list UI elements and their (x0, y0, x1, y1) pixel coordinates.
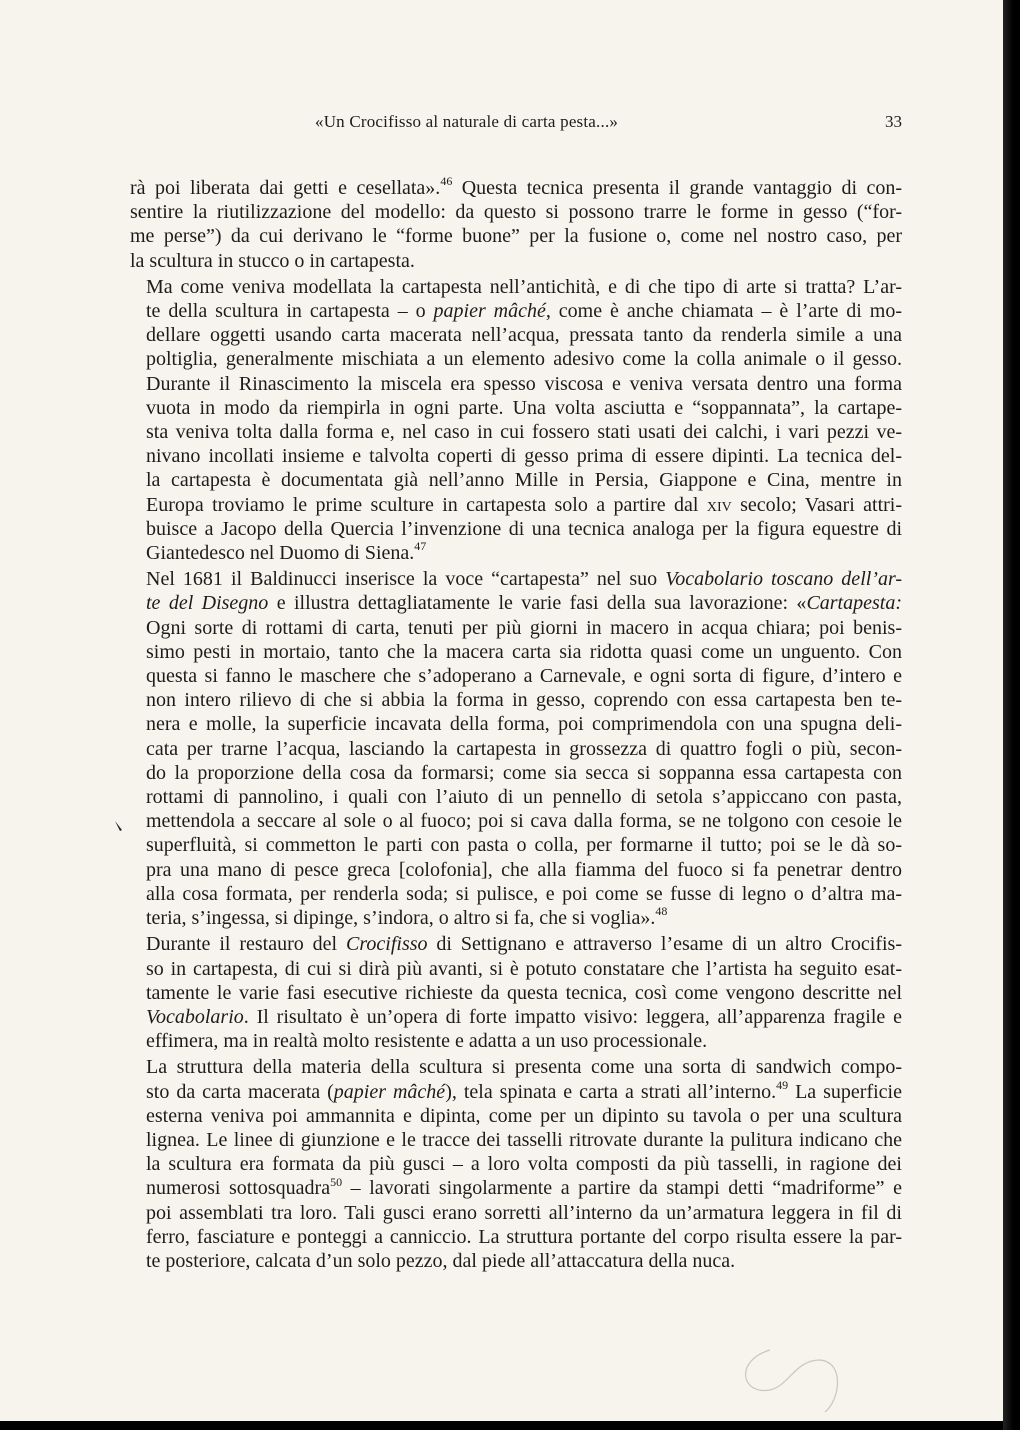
text-line (130, 1176, 902, 1200)
text-line (130, 567, 902, 591)
pencil-scribble-icon (730, 1340, 850, 1420)
text-segment: papier mâché (433, 300, 546, 323)
paragraph (130, 176, 902, 273)
text-segment: – lavorati singolarmente a partire da stampi detti “madriforme” e (342, 1177, 902, 1200)
text-segment: simo pesti in mortaio, tanto che la macera carta sia ridotta quasi come un unguento. Con (146, 640, 902, 663)
text-segment: sentire la riutilizzazione del modello: da questo si possono trarre le forme in gesso (“for- (130, 201, 902, 224)
text-line (130, 200, 902, 224)
text-segment: teria, s’ingessa, si dipinge, s’indora, o altro si fa, che si voglia». (146, 907, 656, 930)
text-line (130, 299, 902, 323)
text-line (130, 882, 902, 906)
text-segment: nivano incollati insieme e talvolta coperti di gesso prima di essere dipinti. La tecnica del- (146, 445, 902, 468)
text-segment: . Il risultato è un’opera di forte impatto visivo: leggera, all’apparenza fragile e (243, 1005, 902, 1028)
text-line (130, 541, 902, 565)
text-segment: Ogni sorte di rottami di carta, tenuti per più giorni in macero in acqua chiara; poi benis- (146, 616, 902, 639)
text-segment: La superficie (788, 1080, 902, 1103)
text-segment: Durante il Rinascimento la miscela era spesso viscosa e veniva versata dentro una forma (146, 372, 902, 395)
text-segment: poi assemblati tra loro. Tali gusci erano sorretti all’interno da un’armatura leggera in fil di (146, 1201, 902, 1224)
text-segment: vuota in modo da riempirla in ogni parte. Una volta asciutta e “soppannata”, la cartape- (146, 396, 902, 419)
text-line (130, 906, 902, 930)
text-segment: pra una mano di pesce greca [colofonia], che alla fiamma del fuoco si fa penetrar dentro (146, 858, 902, 881)
text-segment: secolo; Vasari attri- (731, 493, 902, 516)
paragraph (130, 932, 902, 1053)
text-line (130, 1152, 902, 1176)
text-segment: Cartapesta: (806, 592, 902, 615)
text-segment: sta veniva tolta dalla forma e, nel caso in cui fossero stati usati dei calchi, i vari pezzi ve- (146, 421, 902, 444)
text-line (130, 468, 902, 492)
text-segment: alla cosa formata, per renderla soda; si pulisce, e poi come se fusse di legno o d’altra ma- (146, 882, 902, 905)
text-line (130, 761, 902, 785)
text-segment: la scultura in stucco o in cartapesta. (130, 249, 415, 272)
text-line (130, 981, 902, 1005)
text-line (130, 1077, 902, 1104)
footnote-ref: 47 (414, 539, 427, 554)
text-line (130, 785, 902, 809)
text-line (130, 737, 902, 761)
text-segment: me perse”) da cui derivano le “forme buone” per la fusione o, come nel nostro caso, per (130, 225, 902, 248)
paragraph (130, 1055, 902, 1273)
text-segment: Giantedesco nel Duomo di Siena. (146, 542, 415, 565)
text-segment: La struttura della materia della scultura si presenta come una sorta di sandwich compo- (146, 1056, 902, 1079)
text-line (130, 517, 902, 541)
footnote-ref: 49 (776, 1077, 789, 1092)
text-line (130, 957, 902, 981)
text-line (130, 1104, 902, 1128)
text-segment: Vocabolario toscano dell’ar- (665, 568, 903, 591)
text-segment: Crocifisso (346, 933, 428, 956)
text-segment: xiv (706, 493, 732, 516)
text-line (130, 176, 902, 200)
text-segment: Vocabolario (146, 1005, 244, 1028)
text-line (130, 224, 902, 248)
text-line (130, 420, 902, 444)
footnote-ref: 48 (655, 904, 668, 919)
text-segment: Europa troviamo le prime sculture in cartapesta solo a partire dal (146, 493, 707, 516)
text-segment: , come è anche chiamata – è l’arte di mo- (545, 300, 902, 323)
text-line (130, 712, 902, 736)
text-segment: la cartapesta è documentata già nell’anno Mille in Persia, Giappone e Cina, mentre in (146, 469, 902, 492)
text-line (130, 323, 902, 347)
text-segment: Durante il restauro del (146, 933, 347, 956)
text-segment: e illustra dettagliatamente le varie fasi della sua lavorazione: « (268, 592, 807, 615)
paragraph (130, 275, 902, 565)
text-line (130, 1201, 902, 1225)
text-segment: Questa tecnica presenta il grande vantaggio di con- (452, 177, 903, 199)
text-line (130, 1225, 902, 1249)
text-line (130, 372, 902, 396)
text-line (130, 249, 902, 273)
text-line (130, 1005, 902, 1029)
text-segment: esterna veniva poi ammannita e dipinta, come per un dipinto su tavola o per una scultura (146, 1104, 902, 1127)
text-line (130, 664, 902, 688)
text-segment: tamente le varie fasi esecutive richieste da questa tecnica, così come vengono descritte nel (146, 981, 902, 1004)
text-segment: cata per trarne l’acqua, lasciando la cartapesta in grossezza di quattro fogli o più, secon- (146, 737, 902, 760)
text-line (130, 688, 902, 712)
text-segment: te della scultura in cartapesta – o (146, 300, 434, 323)
text-line (130, 275, 902, 299)
text-segment: ferro, fasciature e ponteggi a canniccio. La struttura portante del corpo risulta essere la par- (146, 1225, 902, 1248)
text-segment: non intero rilievo di che si abbia la forma in gesso, coprendo con essa cartapesta ben te- (146, 689, 902, 712)
text-line (130, 444, 902, 468)
text-line (130, 1249, 902, 1273)
text-line (130, 858, 902, 882)
text-line (130, 932, 902, 956)
footnote-ref: 46 (440, 174, 453, 189)
text-segment: dellare oggetti usando carta macerata nell’acqua, pressata tanto da renderla simile a una (146, 324, 902, 347)
text-line (130, 640, 902, 664)
text-segment: rottami di pannolino, i quali con l’aiuto di un pennello di setola s’appiccano con pasta, (146, 786, 902, 809)
pencil-mark-icon (114, 820, 124, 832)
text-segment: rà poi liberata dai getti e cesellata». (130, 177, 441, 199)
text-segment: te del Disegno (146, 592, 269, 615)
text-segment: questa si fanno le maschere che s’adoperano a Carnevale, e ogni sorta di figure, d’intero e (146, 665, 902, 688)
text-segment: Nel 1681 il Baldinucci inserisce la voce “cartapesta” nel suo (146, 568, 666, 591)
text-segment: mettendola a seccare al sole o al fuoco; poi si cava dalla forma, se ne tolgono con cesoie le (146, 810, 902, 833)
text-segment: poltiglia, generalmente mischiata a un elemento adesivo come la colla animale o il gesso. (146, 348, 902, 371)
text-segment: ), tela spinata e carta a strati all’interno. (445, 1080, 777, 1103)
text-line (130, 1029, 902, 1053)
text-segment: te posteriore, calcata d’un solo pezzo, dal piede all’attaccatura della nuca. (146, 1249, 736, 1272)
text-segment: do la proporzione della cosa da formarsi; come sia secca si soppanna essa cartapesta con (146, 761, 902, 784)
footnote-ref: 50 (330, 1174, 343, 1189)
text-segment: sto da carta macerata ( (146, 1080, 334, 1103)
text-segment: lignea. Le linee di giunzione e le tracce dei tasselli ritrovate durante la pulitura indicano che (146, 1128, 902, 1151)
text-segment: nera e molle, la superficie incavata della forma, poi comprimendola con una spugna deli- (146, 713, 902, 736)
text-line (130, 396, 902, 420)
text-line (130, 809, 902, 833)
text-segment: so in cartapesta, di cui si dirà più avanti, si è potuto constatare che l’artista ha seguito esat- (146, 957, 902, 980)
text-segment: buisce a Jacopo della Quercia l’invenzione di una tecnica analoga per la figura equestre di (146, 517, 902, 540)
text-segment: Ma come veniva modellata la cartapesta nell’antichità, e di che tipo di arte si tratta? L’ar- (146, 275, 902, 298)
text-segment: papier mâché (333, 1080, 446, 1103)
running-title: «Un Crocifisso al naturale di carta pesta...» (315, 112, 619, 131)
text-segment: numerosi sottosquadra (146, 1177, 331, 1200)
text-segment: di Settignano e attraverso l’esame di un altro Crocifis- (427, 933, 902, 956)
page-number: 33 (885, 112, 902, 131)
text-line (130, 347, 902, 371)
body-text (130, 176, 902, 1275)
text-line (130, 591, 902, 615)
text-line (130, 1055, 902, 1079)
text-line (130, 833, 902, 857)
text-segment: effimera, ma in realtà molto resistente e adatta a un uso processionale. (146, 1030, 708, 1053)
text-line (130, 1128, 902, 1152)
text-line (130, 493, 902, 517)
text-segment: la scultura era formata da più gusci – a loro volta composti da più tasselli, in ragione dei (146, 1153, 902, 1176)
scan-edge (1003, 0, 1020, 1430)
text-segment: superfluità, si commetton le parti con pasta o colla, per formarne il tutto; poi se le dà so- (146, 834, 902, 857)
paragraph (130, 567, 902, 930)
text-line (130, 616, 902, 640)
